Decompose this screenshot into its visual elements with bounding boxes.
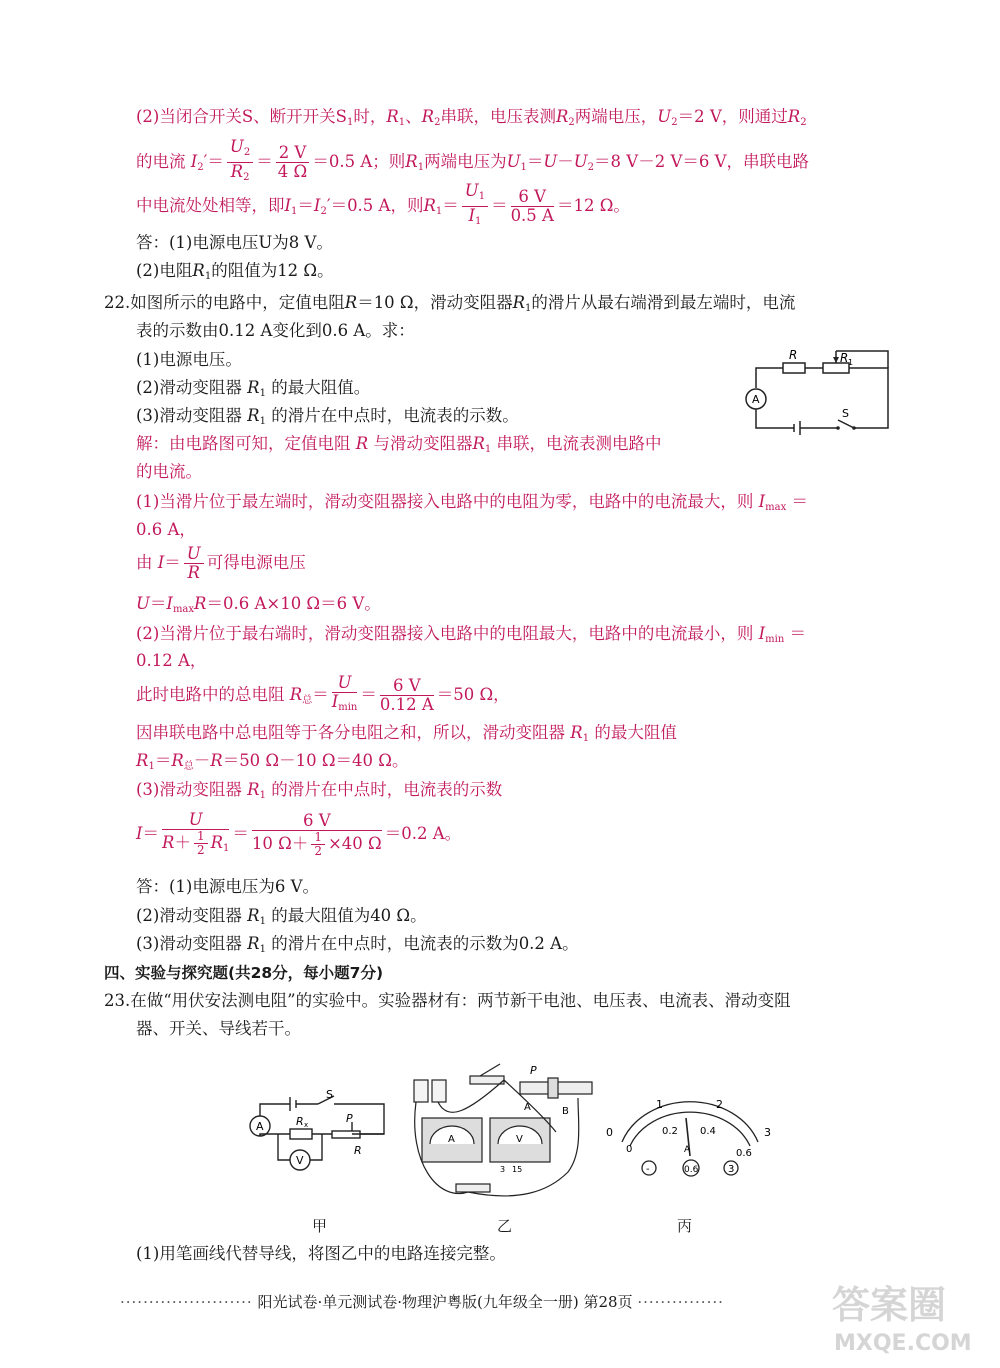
fraction-current-symbolic: U R＋ $\frac{1}{2}$ $R_1$ bbox=[162, 810, 230, 857]
fraction-u2-r2: $\frac{U_2}{R_2}$ bbox=[227, 138, 253, 187]
svg-text:-: - bbox=[646, 1164, 650, 1175]
svg-text:0.6: 0.6 bbox=[684, 1165, 699, 1175]
switch-base bbox=[470, 1076, 504, 1084]
caption-bing: 丙 bbox=[677, 1217, 693, 1235]
footer-dots-left: ······················· bbox=[120, 1293, 253, 1311]
svg-text:0.4: 0.4 bbox=[700, 1126, 716, 1137]
svg-text:0.6: 0.6 bbox=[736, 1148, 752, 1159]
q22-answer-1: 答：(1)电源电压为6 V。 bbox=[136, 877, 320, 896]
svg-text:3: 3 bbox=[500, 1165, 506, 1174]
footer-dots-right: ··············· bbox=[637, 1293, 724, 1311]
q22-s1-line3: 由 I＝ $\frac{U}{R}$ 可得电源电压 bbox=[136, 544, 306, 582]
q22-circuit-diagram bbox=[738, 343, 898, 443]
fraction-current-numeric: 6 V 10 Ω＋ $\frac{1}{2}$ ×40 Ω bbox=[251, 810, 382, 858]
q22-sub3: (3)滑动变阻器 $R_1$ 的滑片在中点时，电流表的示数。 bbox=[136, 406, 519, 427]
section-4-title: 四、实验与探究题(共28分，每小题7分) bbox=[104, 964, 384, 982]
switch-s bbox=[838, 420, 854, 428]
resistor-rx-device bbox=[456, 1184, 490, 1192]
watermark-text-url: MXQE.COM bbox=[834, 1331, 972, 1356]
svg-text:0: 0 bbox=[626, 1144, 633, 1155]
svg-text:1: 1 bbox=[848, 358, 854, 367]
svg-text:V: V bbox=[296, 1154, 304, 1167]
footer-title: 阳光试卷·单元测试卷·物理沪粤版(九年级全一册) bbox=[257, 1293, 579, 1311]
svg-text:R: R bbox=[789, 348, 798, 362]
q22-s3-line1: (3)滑动变阻器 $R_1$ 的滑片在中点时，电流表的示数 bbox=[136, 780, 503, 801]
q22-stem-line2: 表的示数由0.12 A变化到0.6 A。求： bbox=[136, 321, 415, 340]
q22-stem-line1: 22.如图所示的电路中，定值电阻R＝10 Ω，滑动变阻器$R_1$的滑片从最右端滑到最左端时，电流 bbox=[104, 293, 796, 314]
svg-text:A: A bbox=[448, 1134, 455, 1145]
q23-figure-jia-circuit bbox=[244, 1082, 394, 1192]
q23-stem-line2: 器、开关、导线若干。 bbox=[136, 1019, 301, 1038]
svg-text:1: 1 bbox=[656, 1098, 663, 1111]
svg-text:3: 3 bbox=[728, 1164, 735, 1175]
q22-sub2: (2)滑动变阻器 $R_1$ 的最大阻值。 bbox=[136, 378, 371, 399]
svg-text:A: A bbox=[256, 1120, 264, 1133]
q21-part2-line3: 中电流处处相等，即$I_1=I_2'=0.5$ A，则$R_1=$ $\frac{U_1}{I_1}$ ＝ $\frac{6 V}{0.5 A}$ ＝12 Ω。 bbox=[136, 182, 630, 232]
watermark-logo bbox=[824, 1274, 974, 1360]
svg-text:2: 2 bbox=[716, 1098, 723, 1111]
q23-sub1: (1)用笔画线代替导线，将图乙中的电路连接完整。 bbox=[136, 1244, 506, 1263]
svg-text:P: P bbox=[530, 1064, 537, 1077]
q22-solution-line1: 解：由电路图可知，定值电阻 R 与滑动变阻器$R_1$ 串联，电流表测电路中 bbox=[136, 434, 662, 455]
q23-figure-yi-apparatus bbox=[408, 1062, 604, 1214]
q22-s2-line2: 0.12 A， bbox=[136, 651, 207, 670]
q22-sub1: (1)电源电压。 bbox=[136, 350, 242, 369]
svg-text:R: R bbox=[296, 1115, 304, 1128]
resistor-r bbox=[783, 363, 805, 373]
q22-s2-line5: $R_1=R_总-R=50$ Ω－10 Ω＝40 Ω。 bbox=[136, 751, 409, 772]
q23-figure-bing-ammeter-dial bbox=[600, 1090, 780, 1186]
q21-answer-2: (2)电阻$R_1$的阻值为12 Ω。 bbox=[136, 261, 334, 282]
q22-s2-line4: 因串联电路中总电阻等于各分电阻之和，所以，滑动变阻器 $R_1$ 的最大阻值 bbox=[136, 723, 677, 744]
fraction-u-r: $\frac{U}{R}$ bbox=[184, 545, 204, 582]
q22-s1-line1: (1)当滑片位于最左端时，滑动变阻器接入电路中的电阻为零，电路中的电流最大，则 $I_{max}$ ＝ bbox=[136, 492, 808, 513]
caption-yi: 乙 bbox=[497, 1217, 513, 1235]
q22-s1-line4: $U=I_{max}R=0.6$ A×10 Ω＝6 V。 bbox=[136, 594, 381, 615]
q22-s1-line2: 0.6 A， bbox=[136, 520, 196, 539]
svg-text:V: V bbox=[516, 1134, 523, 1145]
q21-part2-line2: 的电流 $I_2'=$ $\frac{U_2}{R_2}$ ＝ $\frac{2 V}{4 \Omega}$ ＝0.5 A；则$R_1$两端电压为$U_1=U-U_2=8$ V－2 V＝6 V，串联电路 bbox=[136, 138, 809, 188]
resistor-rx bbox=[290, 1129, 312, 1139]
svg-text:0: 0 bbox=[606, 1126, 613, 1139]
battery-cell-1 bbox=[414, 1080, 428, 1102]
q22-solution-line2: 的电流。 bbox=[136, 462, 202, 481]
fraction-u1-i1: $\frac{U_1}{I_1}$ bbox=[462, 182, 488, 231]
q22-answer-2: (2)滑动变阻器 $R_1$ 的最大阻值为40 Ω。 bbox=[136, 906, 427, 927]
fraction-6v-05a: $\frac{6 V}{0.5 A}$ bbox=[510, 187, 554, 225]
q22-answer-3: (3)滑动变阻器 $R_1$ 的滑片在中点时，电流表的示数为0.2 A。 bbox=[136, 934, 579, 955]
svg-text:R: R bbox=[840, 351, 849, 365]
q21-part2-line1: (2)当闭合开关S、断开开关$S_1$时，$R_1$、$R_2$串联，电压表测$R_2$两端电压，$U_2=2$ V，则通过$R_2$ bbox=[136, 107, 807, 128]
svg-text:B: B bbox=[562, 1106, 569, 1117]
fraction-u-imin: $\frac{U}{I_{min}}$ bbox=[331, 673, 358, 713]
svg-text:S: S bbox=[842, 407, 849, 420]
watermark-text-cn: 答案圈 bbox=[832, 1283, 947, 1327]
svg-text:A: A bbox=[684, 1145, 691, 1155]
q21-answer-1: 答：(1)电源电压U为8 V。 bbox=[136, 233, 333, 252]
svg-text:A: A bbox=[752, 393, 760, 406]
svg-text:R: R bbox=[354, 1144, 362, 1157]
svg-text:x: x bbox=[304, 1121, 309, 1129]
q22-s2-line3: 此时电路中的总电阻 $R_总=$ $\frac{U}{I_{min}}$ ＝ $\frac{6 V}{0.12 A}$ ＝50 Ω， bbox=[136, 674, 510, 721]
svg-text:P: P bbox=[346, 1112, 353, 1125]
footer-page-number: 第28页 bbox=[583, 1293, 633, 1311]
q23-stem-line1: 23.在做“用伏安法测电阻”的实验中。实验器材有：两节新干电池、电压表、电流表、滑动变阻 bbox=[104, 991, 791, 1010]
caption-jia: 甲 bbox=[312, 1217, 328, 1235]
fraction-6v-012a: $\frac{6 V}{0.12 A}$ bbox=[379, 676, 434, 714]
page-footer bbox=[120, 1291, 890, 1312]
fraction-2v-4ohm: $\frac{2 V}{4 \Omega}$ bbox=[276, 144, 310, 181]
svg-text:3: 3 bbox=[764, 1126, 771, 1139]
svg-text:S: S bbox=[326, 1088, 333, 1101]
q22-s3-formula: I＝ U R＋ $\frac{1}{2}$ $R_1$ ＝ 6 V 10 Ω＋ $\frac{1}{2}$ ×40 Ω ＝0.2 A。 bbox=[136, 810, 462, 858]
svg-text:A: A bbox=[524, 1102, 531, 1113]
q22-s2-line1: (2)当滑片位于最右端时，滑动变阻器接入电路中的电阻最大，电路中的电流最小，则 $I_{min}$ ＝ bbox=[136, 624, 807, 645]
svg-text:15: 15 bbox=[512, 1165, 523, 1174]
svg-text:0.2: 0.2 bbox=[662, 1126, 678, 1137]
battery-cell-2 bbox=[432, 1080, 446, 1102]
